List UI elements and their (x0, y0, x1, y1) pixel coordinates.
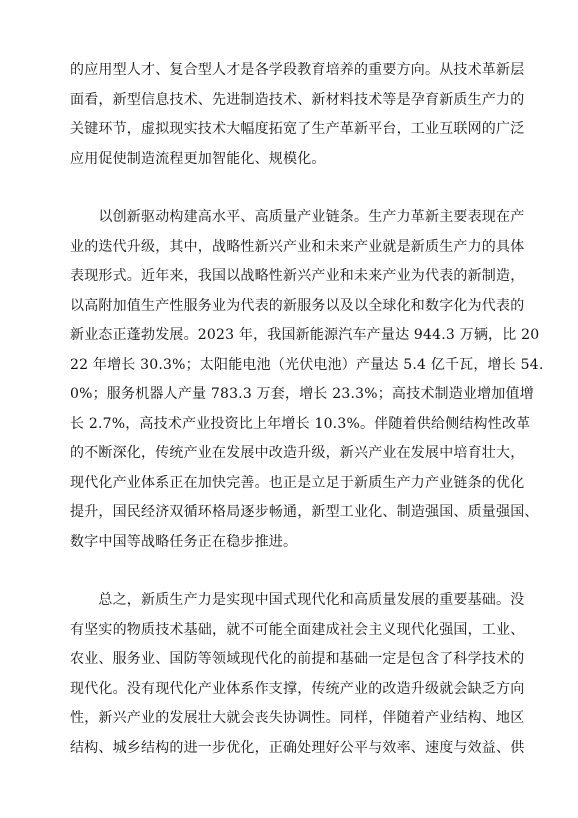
paragraph-gap (70, 174, 508, 203)
paragraph-conclusion (70, 586, 525, 763)
text-line: 22 年增长 30.3%；太阳能电池（光伏电池）产量达 5.4 亿千瓦，增长 54. (70, 356, 544, 373)
text-line: 长 2.7%，高技术产业投资比上年增长 10.3%。伴随着供给侧结构性改革 (70, 415, 531, 432)
text-line: 业的迭代升级，其中，战略性新兴产业和未来产业就是新质生产力的具体 (70, 238, 525, 255)
text-line: 新业态正蓬勃发展。2023 年，我国新能源汽车产量达 944.3 万辆，比 20 (70, 327, 540, 343)
text-line: 以高附加值生产性服务业为代表的新服务以及以全球化和数字化为代表的 (70, 297, 525, 314)
text-line: 0%；服务机器人产量 783.3 万套，增长 23.3%；高技术制造业增加值增 (70, 386, 534, 402)
document-page (70, 0, 544, 763)
text-line: 应用促使制造流程更加智能化、规模化。 (70, 150, 326, 167)
text-line: 数字中国等战略任务正在稳步推进。 (70, 533, 298, 550)
text-line: 总之，新质生产力是实现中国式现代化和高质量发展的重要基础。没 (70, 592, 525, 608)
text-line: 表现形式。近年来，我国以战略性新兴产业和未来产业为代表的新制造， (70, 268, 525, 284)
text-line: 现代化产业体系正在加快完善。也正是立足于新质生产力产业链条的优化 (70, 474, 525, 491)
text-line: 有坚实的物质技术基础，就不可能全面建成社会主义现代化强国，工业、 (70, 621, 525, 638)
text-line: 性，新兴产业的发展壮大就会丧失协调性。同样，伴随着产业结构、地区 (70, 710, 525, 726)
text-line: 现代化。没有现代化产业体系作支撑，传统产业的改造升级就会缺乏方向 (70, 680, 525, 697)
text-line: 关键环节，虚拟现实技术大幅度拓宽了生产革新平台，工业互联网的广泛 (70, 121, 525, 137)
text-line: 以创新驱动构建高水平、高质量产业链条。生产力革新主要表现在产 (70, 209, 525, 225)
text-line: 提升，国民经济双循环格局逐步畅通，新型工业化、制造强国、质量强国、 (70, 504, 539, 520)
paragraph-gap (70, 557, 508, 586)
paragraph-industry-chain (70, 203, 544, 557)
text-line: 的应用型人才、复合型人才是各学段教育培养的重要方向。从技术革新层 (70, 62, 525, 78)
text-line: 结构、城乡结构的进一步优化，正确处理好公平与效率、速度与效益、供 (70, 739, 525, 756)
text-line: 的不断深化，传统产业在发展中改造升级，新兴产业在发展中培育壮大， (70, 445, 525, 461)
paragraph-talent-and-technology (70, 56, 525, 174)
text-line: 面看，新型信息技术、先进制造技术、新材料技术等是孕育新质生产力的 (70, 91, 525, 108)
text-line: 农业、服务业、国防等领域现代化的前提和基础一定是包含了科学技术的 (70, 651, 525, 667)
